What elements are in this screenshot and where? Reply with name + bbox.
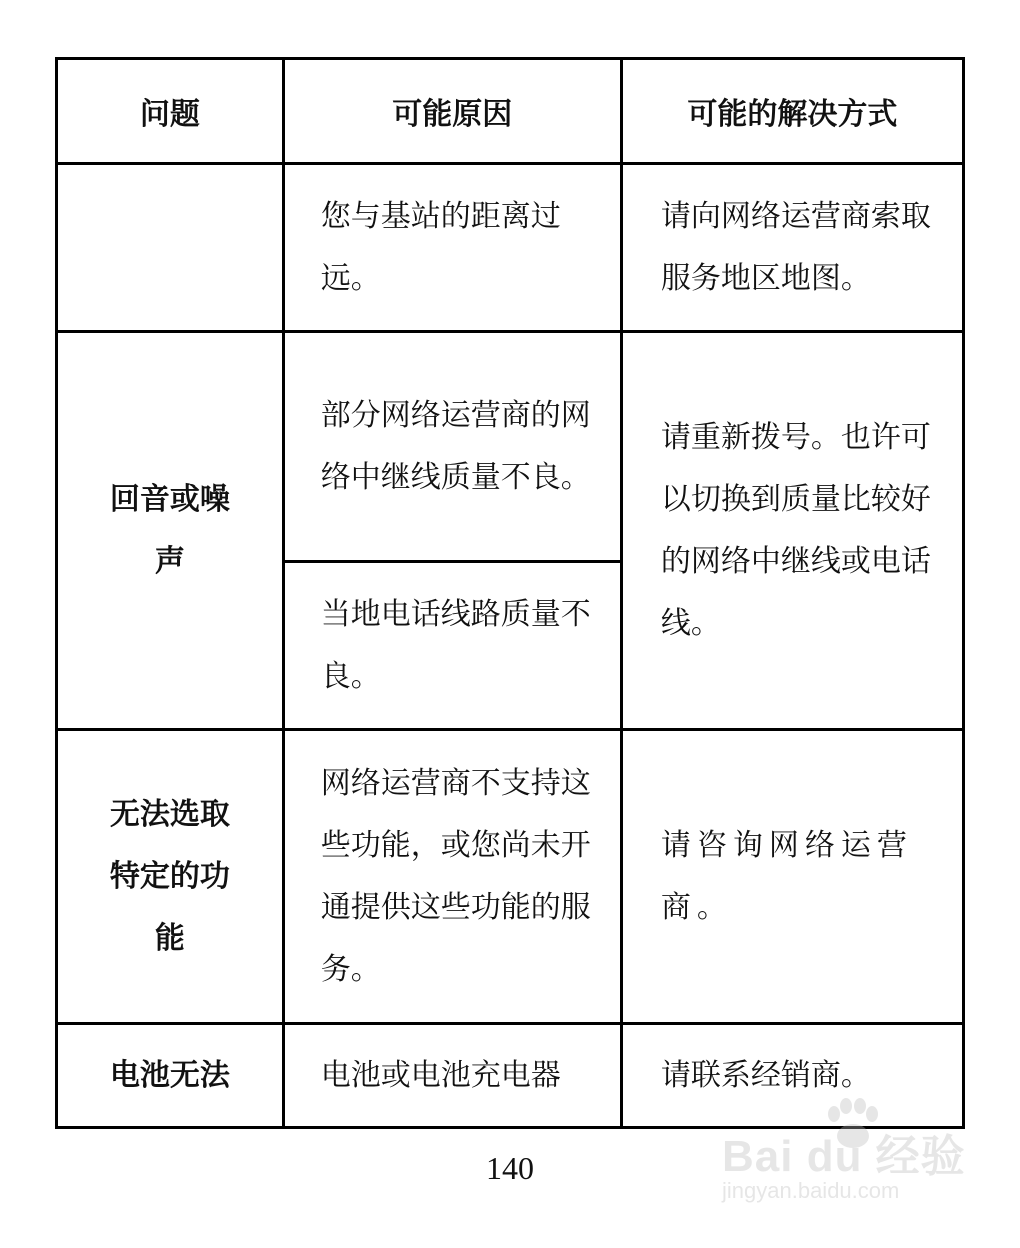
watermark-logo: Bai du 经验	[722, 1132, 966, 1181]
cause-cell	[283, 1024, 621, 1128]
problem-text: 回音或噪声	[109, 481, 230, 579]
cause-text: 当地电话线路质量不良。	[320, 596, 591, 694]
cause-cell	[283, 332, 621, 562]
cause-cell	[283, 164, 621, 332]
solution-cell	[621, 332, 963, 730]
cause-text: 网络运营商不支持这些功能，或您尚未开通提供这些功能的服务。	[320, 765, 591, 987]
solution-text: 请重新拨号。也许可以切换到质量比较好的网络中继线或电话线。	[660, 419, 931, 641]
cause-text: 部分网络运营商的网络中继线质量不良。	[320, 397, 591, 495]
cause-cell	[283, 730, 621, 1024]
problem-cell	[57, 730, 284, 1024]
cause-cell	[283, 562, 621, 730]
table-header-row	[57, 59, 964, 164]
header-solution: 可能的解决方式	[621, 59, 963, 164]
table-row	[57, 164, 964, 332]
watermark-url: jingyan.baidu.com	[722, 1178, 900, 1203]
problem-cell	[57, 332, 284, 730]
cause-text: 电池或电池充电器	[320, 1057, 561, 1093]
page-number: 140	[486, 1150, 534, 1186]
problem-text: 无法选取特定的功能	[109, 796, 230, 956]
solution-cell	[621, 730, 963, 1024]
problem-cell	[57, 1024, 284, 1128]
solution-text: 请咨询网络运营商。	[660, 827, 913, 925]
cause-text: 您与基站的距离过远。	[320, 198, 561, 296]
solution-text: 请联系经销商。	[660, 1057, 871, 1093]
header-cause: 可能原因	[283, 59, 621, 164]
solution-text: 请向网络运营商索取服务地区地图。	[660, 198, 931, 296]
troubleshooting-table	[55, 57, 965, 1129]
solution-cell	[621, 164, 963, 332]
table-row	[57, 332, 964, 562]
problem-text: 电池无法	[109, 1057, 230, 1093]
baidu-watermark	[722, 1098, 972, 1208]
header-problem: 问题	[57, 59, 284, 164]
problem-cell	[57, 164, 284, 332]
table-row	[57, 730, 964, 1024]
